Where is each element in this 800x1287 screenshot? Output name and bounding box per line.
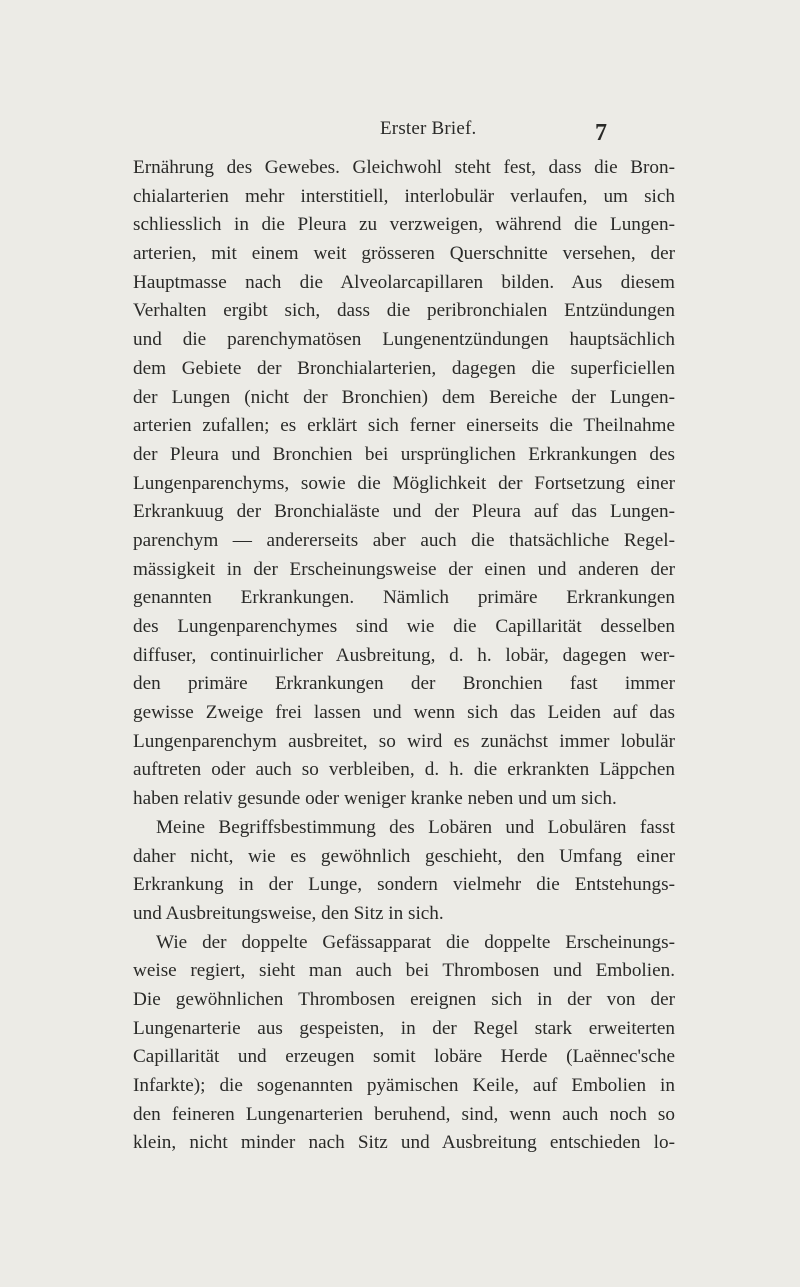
text-line: haben relativ gesunde oder weniger kranke neben und um sich. [133,788,617,810]
text-line: Die gewöhnlichen Thrombosen ereignen sich in der von der [133,988,675,1010]
text-line: mässigkeit in der Erscheinungsweise der einen und anderen der [133,558,675,580]
body-text [133,154,675,1158]
text-line: dem Gebiete der Bronchialarterien, dagegen die superficiellen [133,357,675,379]
text-line: den primäre Erkrankungen der Bronchien fast immer [133,673,675,695]
text-line: daher nicht, wie es gewöhnlich geschieht, den Umfang einer [133,845,675,867]
text-line: und Ausbreitungsweise, den Sitz in sich. [133,902,444,924]
text-line: weise regiert, sieht man auch bei Thrombosen und Embolien. [133,960,675,982]
text-line: Infarkte); die sogenannten pyämischen Keile, auf Embolien in [133,1075,675,1096]
text-line: genannten Erkrankungen. Nämlich primäre Erkrankungen [133,587,675,609]
text-line: parenchym — andererseits aber auch die thatsächliche Regel- [133,529,675,551]
text-line: den feineren Lungenarterien beruhend, sind, wenn auch noch so [133,1103,675,1125]
text-line: auftreten oder auch so verbleiben, d. h. die erkrankten Läppchen [133,759,675,781]
text-line: diffuser, continuirlicher Ausbreitung, d. h. lobär, dagegen wer- [133,644,675,666]
text-line: klein, nicht minder nach Sitz und Ausbreitung entschieden lo- [133,1132,675,1154]
text-line: chialarterien mehr interstitiell, interlobulär verlaufen, um sich [133,185,675,207]
text-line: arterien zufallen; es erklärt sich ferner einerseits die Theilnahme [133,415,675,437]
page-number: 7 [595,120,607,146]
text-line: Meine Begriffsbestimmung des Lobären und Lobulären fasst [156,816,675,838]
text-line: Lungenparenchym ausbreitet, so wird es zunächst immer lobulär [133,730,675,752]
text-line: Capillarität und erzeugen somit lobäre Herde (Laënnec'sche [133,1046,675,1068]
text-line: Erkrankung in der Lunge, sondern vielmehr die Entstehungs- [133,874,675,896]
text-line: Erkrankuug der Bronchialäste und der Pleura auf das Lungen- [133,501,675,523]
text-line: Verhalten ergibt sich, dass die peribronchialen Entzündungen [133,300,675,322]
text-line: arterien, mit einem weit grösseren Querschnitte versehen, der [133,243,675,265]
text-line: Lungenarterie aus gespeisten, in der Regel stark erweiterten [133,1017,675,1039]
text-line: und die parenchymatösen Lungenentzündungen hauptsächlich [133,329,675,351]
text-line: Lungenparenchyms, sowie die Möglichkeit der Fortsetzung einer [133,472,675,494]
text-line: Wie der doppelte Gefässapparat die doppelte Erscheinungs- [156,931,675,953]
running-title: Erster Brief. [380,118,477,139]
running-head [0,118,800,148]
text-line: Ernährung des Gewebes. Gleichwohl steht fest, dass die Bron- [133,157,675,178]
text-line: des Lungenparenchymes sind wie die Capillarität desselben [133,616,675,637]
text-line: der Lungen (nicht der Bronchien) dem Bereiche der Lungen- [133,386,675,408]
text-line: Hauptmasse nach die Alveolarcapillaren bilden. Aus diesem [133,271,675,293]
text-line: der Pleura und Bronchien bei ursprünglichen Erkrankungen des [133,443,675,465]
text-line: gewisse Zweige frei lassen und wenn sich das Leiden auf das [133,702,675,724]
text-line: schliesslich in die Pleura zu verzweigen, während die Lungen- [133,214,675,236]
